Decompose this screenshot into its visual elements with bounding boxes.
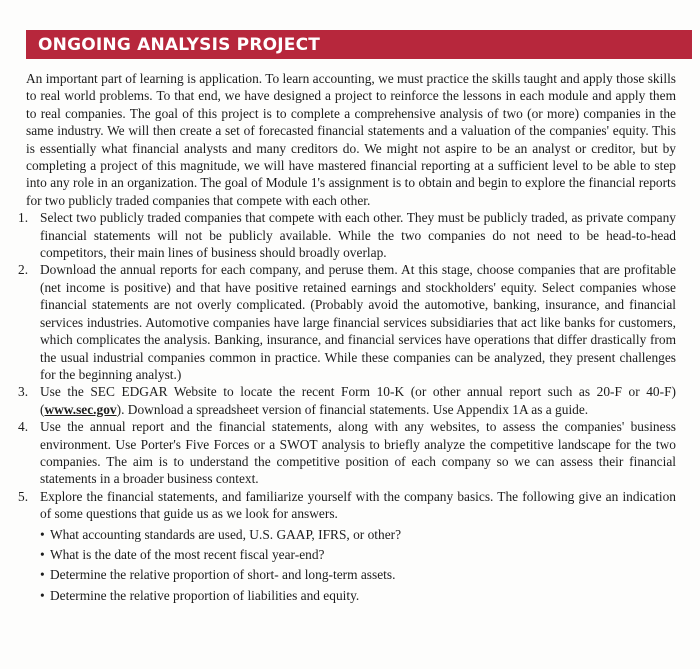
- question-item: [40, 546, 676, 563]
- bullet-icon: •: [40, 567, 45, 583]
- question-text: What accounting standards are used, U.S. GAAP, IFRS, or other?: [50, 526, 402, 542]
- bullet-icon: •: [40, 587, 45, 603]
- step-text: Use the annual report and the financial statements, along with any websites, to assess the companies' business environment. Use Porter's Five Forces or a SWOT analysis to briefly analyze the competitive landscape for the two companies. The aim is to understand the competitive position of each company so we can assess their financial statements in a broader business context.: [40, 419, 676, 487]
- step-list: [18, 209, 676, 604]
- step-text: ). Download a spreadsheet version of financial statements. Use Appendix 1A as a guide.: [116, 401, 589, 417]
- section-banner: [26, 30, 692, 59]
- question-text: What is the date of the most recent fiscal year-end?: [50, 546, 325, 562]
- step-number: 3.: [18, 384, 29, 400]
- question-item: [40, 587, 676, 604]
- step-item: [18, 209, 676, 261]
- document-body: [18, 70, 676, 607]
- section-title: ONGOING ANALYSIS PROJECT: [38, 34, 321, 55]
- step-number: 2.: [18, 262, 29, 278]
- step-item: [18, 261, 676, 383]
- question-text: Determine the relative proportion of liabilities and equity.: [50, 587, 360, 603]
- step-text: Use the SEC EDGAR Website to locate the recent Form 10-K (or other annual report such as 20-F or 40-F) (: [40, 384, 676, 417]
- question-list: [40, 526, 676, 605]
- step-number: 5.: [18, 488, 29, 504]
- step-text: Explore the financial statements, and familiarize yourself with the company basics. The following give an indication of some questions that guide us as we look for answers.: [40, 488, 676, 522]
- step-number: 4.: [18, 419, 29, 435]
- bullet-icon: •: [40, 526, 45, 542]
- step-item: [18, 488, 676, 604]
- step-item: [18, 383, 676, 418]
- question-item: [40, 566, 676, 583]
- question-text: Determine the relative proportion of short- and long-term assets.: [50, 567, 396, 583]
- step-text: Select two publicly traded companies that compete with each other. They must be publicly traded, as private company financial statements will not be publicly available. While the two companies do not need to be head-to-head competitors, their main lines of business should broadly overlap.: [40, 210, 676, 261]
- step-number: 1.: [18, 210, 29, 226]
- intro-paragraph: An important part of learning is application. To learn accounting, we must practice the skills taught and apply those skills to real world problems. To that end, we have designed a project to reinforce the lessons in each module and apply them to real companies. The goal of this project is to complete a comprehensive analysis of two (or more) companies in the same industry. We will then create a set of forecasted financial statements and a valuation of the companies' equity. This is essentially what financial analysts and many creditors do. We might not aspire to be an analyst or creditor, but by completing a project of this magnitude, we will have mastered financial reporting at a sufficient level to be able to step into any role in an organization. The goal of Module 1's assignment is to obtain and begin to explore the financial reports for two publicly traded companies that compete with each other.: [26, 71, 676, 208]
- step-item: [18, 418, 676, 488]
- question-item: [40, 526, 676, 543]
- step-text: Download the annual reports for each company, and peruse them. At this stage, choose companies that are profitable (net income is positive) and that have positive retained earnings and stockholders' equity. Select companies whose financial statements are not overly complicated. (Probably avoid the automotive, banking, insurance, and financial services industries. Automotive companies have large financial services subsidiaries that act like banks for customers, which complicates the analysis. Banking, insurance, and financial services have operations that differ drastically from the usual industrial companies common in practice. While these companies can be analyzed, they present challenges for the beginning analyst.): [40, 262, 676, 382]
- bullet-icon: •: [40, 546, 45, 562]
- sec-website-link[interactable]: www.sec.gov: [44, 401, 117, 417]
